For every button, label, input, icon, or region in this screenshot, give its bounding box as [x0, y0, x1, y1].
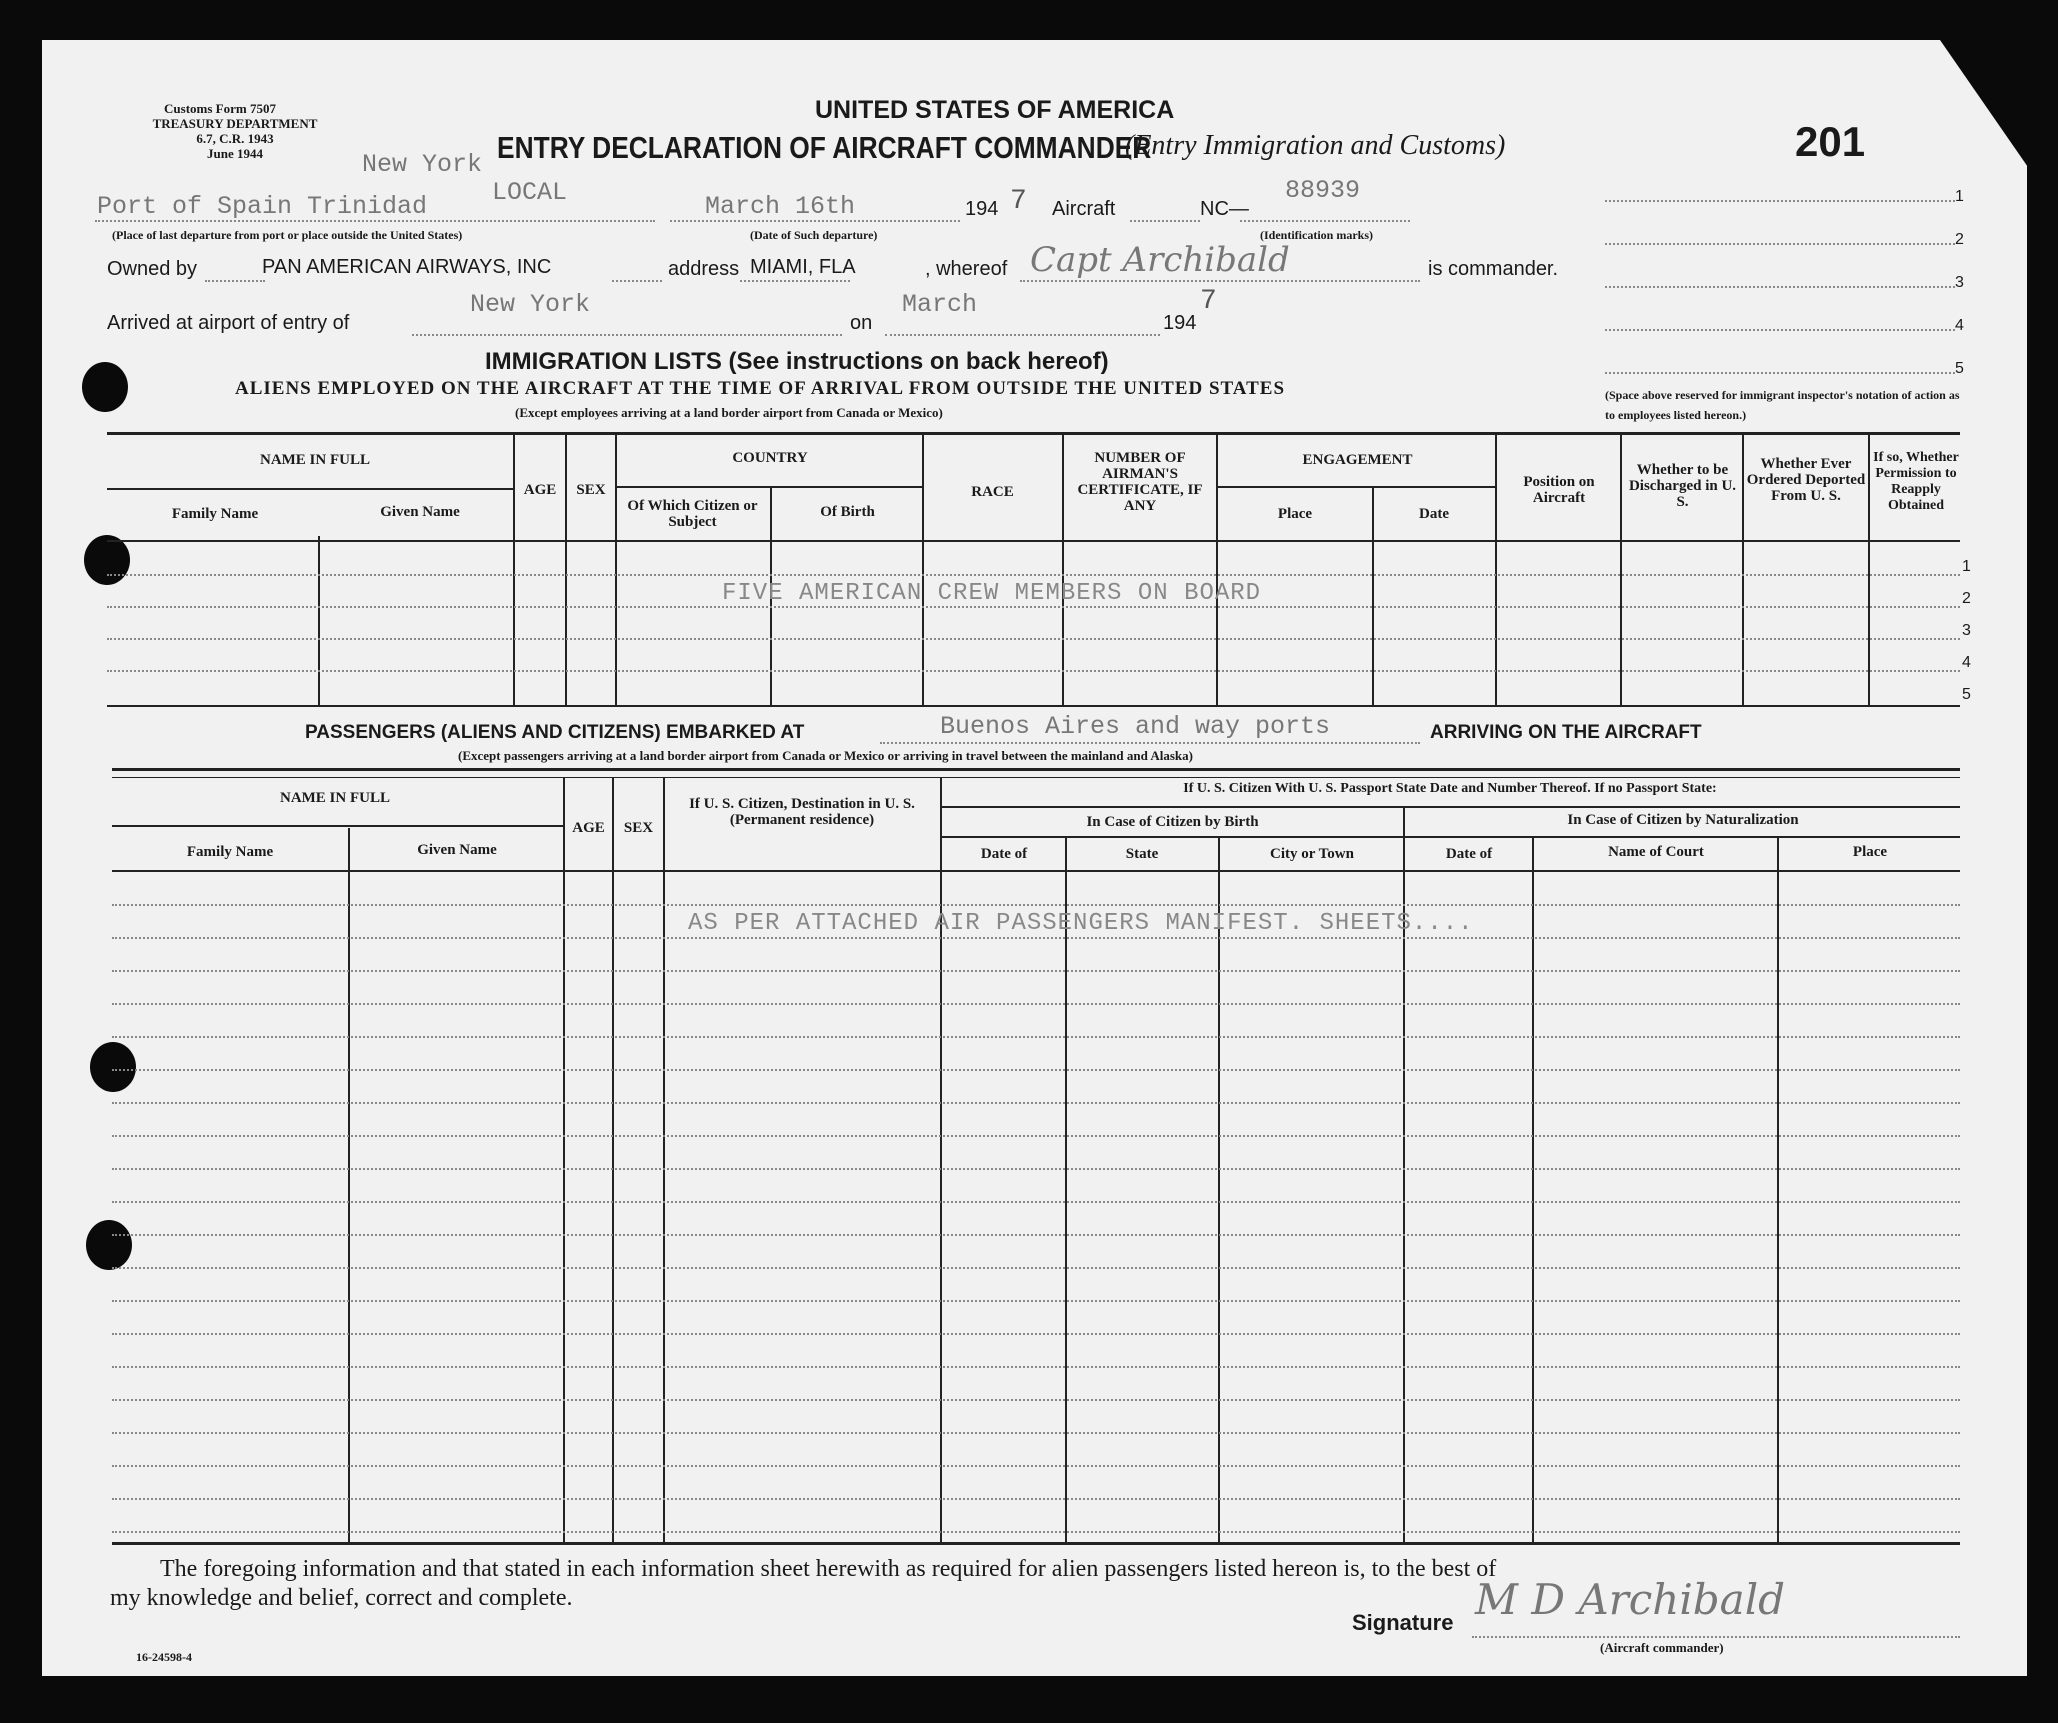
departure-year-prefix: 194: [965, 198, 999, 220]
col-race: RACE: [971, 484, 1014, 500]
passenger-row-line: [112, 937, 1960, 939]
passenger-row-line: [112, 1465, 1960, 1467]
col-country: COUNTRY: [732, 450, 808, 466]
passenger-row-line: [112, 1333, 1960, 1335]
p-col-destination: If U. S. Citizen, Destination in U. S. (Permanent residence): [689, 796, 915, 828]
id-caption: (Identification marks): [1260, 228, 1373, 242]
passenger-row-line: [112, 970, 1960, 972]
passenger-row-line: [112, 1432, 1960, 1434]
local-typed: LOCAL: [492, 178, 568, 207]
p-col-city: City or Town: [1270, 846, 1354, 862]
form-date: June 1944: [207, 146, 263, 161]
side-number: 2: [1955, 231, 1964, 248]
crew-typed-entry: FIVE AMERICAN CREW MEMBERS ON BOARD: [722, 580, 1262, 607]
immigration-note: (Except employees arriving at a land border airport from Canada or Mexico): [515, 405, 943, 420]
passenger-row-line: [112, 1234, 1960, 1236]
date-caption: (Date of Such departure): [750, 228, 878, 242]
owner-name: PAN AMERICAN AIRWAYS, INC: [262, 256, 552, 278]
p-col-family-name: Family Name: [186, 844, 274, 860]
department: TREASURY DEPARTMENT: [152, 116, 318, 131]
passenger-row-line: [112, 1267, 1960, 1269]
side-number: 1: [1955, 188, 1964, 205]
col-given-name: Given Name: [380, 504, 460, 520]
col-family-name: Family Name: [171, 506, 259, 522]
p-col-place: Place: [1852, 844, 1888, 860]
aircraft-id: 88939: [1285, 176, 1361, 205]
passenger-row-line: [112, 1135, 1960, 1137]
col-age: AGE: [523, 482, 557, 498]
arrival-year-prefix: 194: [1163, 312, 1197, 334]
p-col-age: AGE: [572, 820, 605, 836]
col-citizen-of: Of Which Citizen or Subject: [627, 498, 758, 530]
address-label: address: [668, 258, 740, 280]
col-permission: If so, Whether Permission to Reapply Obtained: [1873, 450, 1959, 513]
address-value: MIAMI, FLA: [750, 256, 856, 278]
p-col-passport: If U. S. Citizen With U. S. Passport State Date and Number Thereof. If no Passport State:: [1183, 781, 1717, 796]
arrival-on-label: on: [850, 312, 873, 334]
departure-place: Port of Spain Trinidad: [97, 192, 428, 221]
row-number: 1: [1962, 558, 1971, 575]
departure-date: March 16th: [705, 192, 856, 221]
print-code: 16-24598-4: [136, 1650, 192, 1664]
side-number: 4: [1955, 317, 1964, 334]
punch-hole: [86, 1220, 132, 1270]
passenger-row-line: [112, 1201, 1960, 1203]
passengers-title-left: PASSENGERS (ALIENS AND CITIZENS) EMBARKED AT: [305, 722, 805, 743]
whereof-label: , whereof: [925, 258, 1008, 280]
overtyped-new-york: New York: [362, 150, 483, 179]
signature-handwritten: M D Archibald: [1475, 1575, 1786, 1624]
col-deported: Whether Ever Ordered Deported From U. S.: [1746, 456, 1866, 504]
form-subtitle: (Entry Immigration and Customs): [1125, 130, 1506, 161]
stamp-number: 201: [1795, 118, 1866, 165]
arrival-airport: New York: [470, 290, 591, 319]
passenger-row-line: [112, 1300, 1960, 1302]
side-number: 3: [1955, 274, 1964, 291]
arrival-year-suffix: 7: [1200, 286, 1217, 317]
form-number: Customs Form 7507: [164, 101, 276, 116]
passenger-row-line: [112, 1003, 1960, 1005]
commander-handwritten: Capt Archibald: [1030, 240, 1290, 280]
immigration-subtitle: ALIENS EMPLOYED ON THE AIRCRAFT AT THE TIME OF ARRIVAL FROM OUTSIDE THE UNITED STATES: [235, 378, 1286, 399]
passenger-row-line: [112, 904, 1960, 906]
passenger-typed-entry: AS PER ATTACHED AIR PASSENGERS MANIFEST. SHEETS....: [688, 910, 1474, 937]
immigration-title: IMMIGRATION LISTS (See instructions on back hereof): [485, 348, 1109, 375]
row-number: 3: [1962, 622, 1971, 639]
statement-line2: my knowledge and belief, correct and complete.: [110, 1585, 573, 1611]
aircraft-label: Aircraft: [1052, 198, 1116, 220]
embarked-at: Buenos Aires and way ports: [940, 712, 1331, 741]
p-col-name-in-full: NAME IN FULL: [279, 790, 390, 806]
row-number: 5: [1962, 686, 1971, 703]
col-discharged: Whether to be Discharged in U. S.: [1628, 462, 1737, 510]
signature-label: Signature: [1352, 1610, 1454, 1635]
signature-caption: (Aircraft commander): [1600, 1640, 1724, 1655]
col-certificate: NUMBER OF AIRMAN'S CERTIFICATE, IF ANY: [1077, 450, 1203, 514]
p-col-by-birth: In Case of Citizen by Birth: [1086, 814, 1259, 830]
punch-hole: [82, 362, 128, 412]
passenger-row-line: [112, 1531, 1960, 1533]
statement-line1: The foregoing information and that stated in each information sheet herewith as required for alien passengers listed hereon is, to the best of: [160, 1556, 1497, 1582]
side-number: 5: [1955, 360, 1964, 377]
place-caption: (Place of last departure from port or place outside the United States): [112, 228, 463, 242]
row-number: 2: [1962, 590, 1971, 607]
regulation: 6.7, C.R. 1943: [196, 131, 274, 146]
commander-suffix: is commander.: [1428, 258, 1559, 280]
torn-corner: [1940, 40, 2030, 170]
passenger-row-line: [112, 1366, 1960, 1368]
row-number: 4: [1962, 654, 1971, 671]
passenger-row-line: [112, 1399, 1960, 1401]
passengers-title-right: ARRIVING ON THE AIRCRAFT: [1430, 722, 1702, 743]
col-engagement: ENGAGEMENT: [1302, 452, 1413, 468]
col-position: Position on Aircraft: [1523, 474, 1595, 506]
passenger-row-line: [112, 1498, 1960, 1500]
col-sex: SEX: [576, 482, 606, 498]
inspector-note: (Space above reserved for immigrant inspector's notation of action as to employees listed hereon.): [1605, 388, 1960, 422]
col-of-birth: Of Birth: [820, 504, 875, 520]
country-heading: UNITED STATES OF AMERICA: [815, 96, 1175, 124]
form-title: ENTRY DECLARATION OF AIRCRAFT COMMANDER: [497, 130, 1152, 165]
col-eng-date: Date: [1419, 506, 1449, 522]
p-col-by-naturalization: In Case of Citizen by Naturalization: [1567, 812, 1799, 828]
arrival-date: March: [902, 290, 978, 319]
p-col-state: State: [1125, 846, 1159, 862]
col-eng-place: Place: [1277, 506, 1313, 522]
p-col-sex: SEX: [623, 820, 654, 836]
passenger-row-line: [112, 1069, 1960, 1071]
arrival-label: Arrived at airport of entry of: [107, 312, 350, 334]
p-col-given-name: Given Name: [417, 842, 497, 858]
passengers-note: (Except passengers arriving at a land border airport from Canada or Mexico or arriving in travel between the mainland and Alaska): [458, 748, 1193, 763]
owned-by-label: Owned by: [107, 258, 198, 280]
punch-hole: [84, 535, 130, 585]
p-col-court: Name of Court: [1608, 844, 1704, 860]
passenger-row-line: [112, 1102, 1960, 1104]
p-col-nat-date: Date of: [1445, 846, 1493, 862]
col-name-in-full: NAME IN FULL: [259, 452, 370, 468]
passenger-row-line: [112, 1168, 1960, 1170]
nc-label: NC—: [1200, 198, 1249, 220]
passenger-row-line: [112, 1036, 1960, 1038]
p-col-date-of: Date of: [980, 846, 1028, 862]
departure-year-suffix: 7: [1010, 186, 1027, 217]
punch-hole: [90, 1042, 136, 1092]
